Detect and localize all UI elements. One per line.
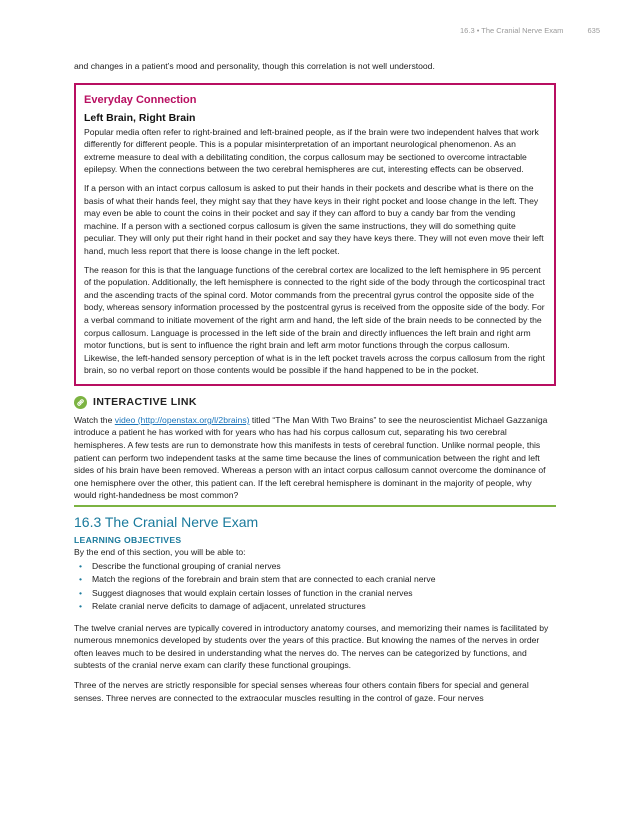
bullet-icon: • — [79, 587, 83, 598]
interactive-link-header — [74, 396, 556, 409]
interactive-link-text — [74, 414, 556, 502]
section-heading: 16.3 The Cranial Nerve Exam — [74, 514, 259, 531]
body-paragraph-2: Three of the nerves are strictly responsible for special senses whereas four others contain fibers for special and general senses. Three nerves are connected to the extraocular muscles resulting in the control of gaze. Four nerves — [74, 680, 529, 703]
list-item: • Relate cranial nerve deficits to damage of adjacent, unrelated structures — [74, 600, 556, 614]
interactive-prefix: Watch the — [74, 414, 115, 425]
link-icon — [74, 396, 87, 409]
page-content — [74, 60, 556, 711]
page-number: 635 — [587, 26, 600, 35]
list-item: • Describe the functional grouping of cranial nerves — [74, 560, 556, 574]
feature-paragraph-3: The reason for this is that the language functions of the cerebral cortex are localized to the left hemisphere in 95 percent of the population. Additionally, the left hemisphere is connected to the right side of the body through the corticospinal tract and the ascending tracts of the spinal cord. Motor commands from the precentral gyrus control the opposite side of the body, whereas sensory information processed by the postcentral gyrus is received from the opposite side of the body. For a verbal command to initiate movement of the right arm and hand, the left side of the brain needs to be connected by the corpus callosum. Language is processed in the left side of the brain and directly influences the left brain and right arm motor functions, but is sent to influence the right brain and left arm motor functions through the corpus callosum. Likewise, the left-handed sensory perception of what is in the left pocket travels across the corpus callosum from the right brain, so no verbal report on those contents would be possible if the hand happened to be in the pocket. — [84, 264, 545, 376]
everyday-connection-box — [74, 83, 556, 386]
learning-objectives-title: LEARNING OBJECTIVES — [74, 535, 182, 546]
video-link[interactable]: video (http://openstax.org/l/2brains) — [114, 414, 250, 425]
feature-label: Everyday Connection — [84, 93, 197, 106]
bullet-icon: • — [79, 601, 83, 612]
feature-paragraph-1: Popular media often refer to right-brained and left-brained people, as if the brain were two independent halves that work differently for different people. This is a popular misinterpretation of an important neurological phenomenon. As an extreme measure to deal with a debilitating condition, the corpus callosum may be sectioned to overcome intractable epilepsy. When the connections between the two cerebral hemispheres are cut, interesting effects can be observed. — [84, 126, 539, 175]
list-item: • Suggest diagnoses that would explain certain losses of function in the cranial nerves — [74, 587, 556, 601]
bullet-icon: • — [79, 560, 83, 571]
running-head-section: 16.3 • The Cranial Nerve Exam — [460, 26, 564, 35]
running-head — [460, 26, 600, 35]
section-divider — [74, 505, 556, 507]
learning-objectives-intro: By the end of this section, you will be able to: — [74, 547, 246, 558]
learning-objectives-list — [74, 560, 556, 614]
feature-paragraph-2: If a person with an intact corpus callosum is asked to put their hands in their pockets and describe what is there on the basis of what their hands feel, they might say that they have keys in their right pocket and loose change in the left. They may even be able to count the coins in their pocket and say if they can afford to buy a candy bar from the vending machine. If a person with a sectioned corpus callosum is given the same instructions, they will do something quite peculiar. They will only put their right hand in their pocket and say they have keys there. They will not even move their left hand, much less report that there is loose change in the left pocket. — [84, 182, 544, 256]
interactive-link-label: INTERACTIVE LINK — [93, 396, 197, 409]
list-item: • Match the regions of the forebrain and brain stem that are connected to each cranial nerve — [74, 573, 556, 587]
interactive-suffix: titled “The Man With Two Brains” to see the neuroscientist Michael Gazzaniga introduce a patient he has worked with for years who has had his corpus callosum cut, separating his two cerebral hemispheres. A few tests are run to demonstrate how this manifests in tests of cerebral function. Unlike normal people, this patient can perform two independent tasks at the same time because the lines of communication between the right and left sides of his brain have been removed. Whereas a person with an intact corpus callosum cannot overcome the dominance of one hemisphere over the other, this patient can. If the left cerebral hemisphere is dominant in the majority of people, why would right-handedness be most common? — [74, 414, 548, 501]
body-paragraph-1: The twelve cranial nerves are typically covered in introductory anatomy courses, and memorizing their names is facilitated by numerous mnemonics developed by students over the years of this practice. But knowing the names of the nerves in order often leaves much to be desired in understanding what the nerves do. The nerves can be categorized by functions, and subtests of the cranial nerve exam can clarify these functional groupings. — [74, 622, 549, 671]
bullet-icon: • — [79, 574, 83, 585]
lead-text: and changes in a patient’s mood and personality, though this correlation is not well understood. — [74, 61, 435, 71]
feature-subtitle: Left Brain, Right Brain — [84, 111, 196, 124]
